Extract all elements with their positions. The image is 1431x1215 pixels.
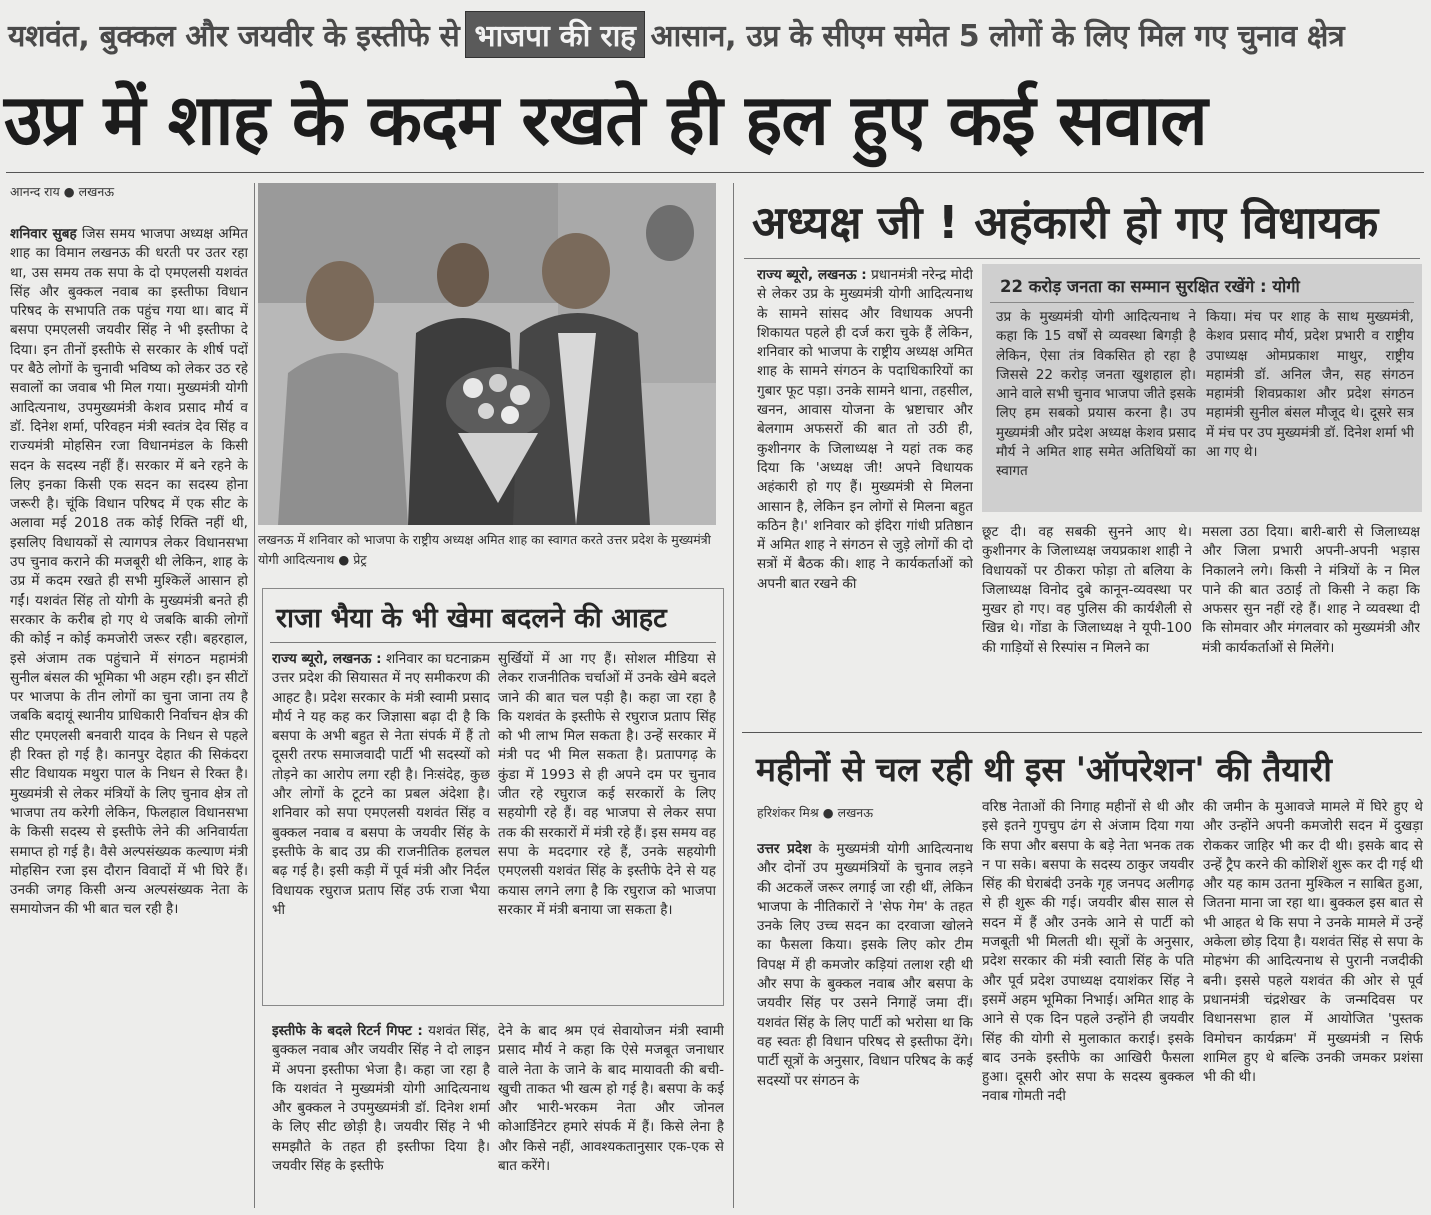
adhyaksh-story-col3: मसला उठा दिया। बारी-बारी से जिलाध्यक्ष और जिला प्रभारी अपनी-अपनी भड़ास निकालने लगे। किसी ने मंत्रियों के न मिल पाने की बात उठाई तो किसी ने कहा कि अफसर सुन नहीं रहे हैं। शाह ने व्यवस्था दी कि सोमवार और मंगलवार को मुख्यमंत्री और मंत्री कार्यकर्ताओं से मिलेंगे।	[1202, 524, 1420, 656]
operation-story-col1	[757, 840, 973, 1208]
return-gift-col2: देने के बाद श्रम एवं सेवायोजन मंत्री स्वामी प्रसाद मौर्य ने कहा कि ऐसे मजबूत जनाधार वाले नेता के जाने के बाद मायावती की बची-खुची ताकत भी खत्म हो गई है। बसपा के कई और भारी-भरकम नेता और जोनल कोआर्डिनेटर हमारे संपर्क में हैं। किसे लेना है और किसे नहीं, आवश्यकतानुसार एक-एक से बात करेंगे।	[498, 1023, 724, 1175]
yogi-box-col2: किया। मंच पर शाह के साथ मुख्यमंत्री, केशव प्रसाद मौर्य, प्रदेश प्रभारी व राष्ट्रीय उपाध्यक्ष ओमप्रकाश माथुर, राष्ट्रीय महामंत्री डॉ. अनिल जैन, सह संगठन महामंत्री शिवप्रकाश और प्रदेश संगठन महामंत्री सुनील बंसल मौजूद थे। दूसरे सत्र में मंच पर उप मुख्यमंत्री डॉ. दिनेश शर्मा भी आ गए थे।	[1206, 309, 1414, 461]
news-photo	[258, 183, 716, 525]
raja-title-rule	[270, 642, 716, 643]
main-byline: आनन्द राय ● लखनऊ	[10, 184, 115, 199]
operation-story-col2: वरिष्ठ नेताओं की निगाह महीनों से थी और इसे इतने गुपचुप ढंग से अंजाम दिया गया कि सपा और बसपा के बड़े नेता भनक तक न पा सके। बसपा के सदस्य ठाकुर जयवीर सिंह की घेराबंदी उनके गृह जनपद अलीगढ़ से ही शुरू की गई। जयवीर बीस साल से सदन में हैं और उनके आने से पार्टी को मजबूती भी मिलती थी। सूत्रों के अनुसार, प्रदेश सरकार की मंत्री स्वाती सिंह के पति और पूर्व प्रदेश उपाध्यक्ष दयाशंकर सिंह ने इसमें अहम भूमिका निभाई। अमित शाह के आने से एक दिन पहले उन्होंने ही जयवीर सिंह की योगी से मुलाकात कराई। इसके बाद उनके इस्तीफे का आखिरी फैसला हुआ। दूसरी ओर सपा के सदस्य बुक्कल नवाब गोमती नदी	[982, 799, 1194, 1105]
return-gift-text-1: यशवंत सिंह, बुक्कल नवाब और जयवीर सिंह ने दो लाइन में अपना इस्तीफा भेजा है। कहा जा रहा है कि यशवंत ने मुख्यमंत्री योगी आदित्यनाथ और बुक्कल ने उपमुख्यमंत्री डॉ. दिनेश शर्मा के लिए सीट छोड़ी है। जयवीर सिंह ने भी समझौते के तहत ही इस्तीफा दिया है। जयवीर सिंह के इस्तीफे	[272, 1023, 490, 1175]
operation-story-col3: की जमीन के मुआवजे मामले में घिरे हुए थे और उन्होंने अपनी कमजोरी सदन में दुखड़ा रोककर जाहिर भी कर दी थी। इसके बाद से उन्हें ट्रैप करने की कोशिशें शुरू कर दी गई थी और यह काम उतना मुश्किल न साबित हुआ, जितना माना जा रहा था। बुक्कल इस बात से भी आहत थे कि सपा ने उनके मामले में उन्हें अकेला छोड़ दिया है। यशवंत सिंह से सपा के मोहभंग की आदित्यनाथ से पुरानी नजदीकी बनी। इससे पहले यशवंत की ओर से पूर्व प्रधानमंत्री चंद्रशेखर के जन्मदिवस पर विधानसभा हाल में आयोजित 'पुस्तक विमोचन कार्यक्रम' में मुख्यमंत्री न सिर्फ शामिल हुए थे बल्कि उनकी जमकर प्रशंसा भी की थी।	[1203, 799, 1423, 1086]
adhyaksh-story-col2: छूट दी। वह सबकी सुनने आए थे। कुशीनगर के जिलाध्यक्ष जयप्रकाश शाही ने विधायकों पर ठीकरा फोड़ा तो बलिया के जिलाध्यक्ष विनोद दुबे कानून-व्यवस्था पर मुखर हो गए। वह पुलिस की कार्यशैली से खिन्न थे। गोंडा के जिलाध्यक्ष ने यूपी-100 की गाड़ियों से रिस्पांस न मिलने का	[982, 524, 1192, 656]
kicker-part-2: आसान, उप्र के सीएम समेत 5 लोगों के लिए मिल गए चुनाव क्षेत्र	[650, 18, 1345, 54]
kicker-line	[8, 4, 1423, 64]
main-story-lead: शनिवार सुबह	[10, 226, 77, 242]
return-gift-col1	[272, 1022, 490, 1208]
raja-story-text-1: शनिवार का घटनाक्रम उत्तर प्रदेश की सियासत में नए समीकरण की आहट है। प्रदेश सरकार के मंत्री स्वामी प्रसाद मौर्य ने यह कह कर जिज्ञासा बढ़ा दी है कि बसपा के अभी बहुत से नेता संपर्क में हैं तो दूसरी तरफ समाजवादी पार्टी भी सदस्यों को तोड़ने का आरोप लगा रही है। निःसंदेह, कुछ और लोगों के टूटने का प्रबल अंदेशा है। शनिवार को सपा एमएलसी यशवंत सिंह व बुक्कल नवाब व बसपा के जयवीर सिंह के इस्तीफे के बाद उप्र की राजनीतिक हलचल बढ़ गई है। इसी कड़ी में पूर्व मंत्री और निर्दल विधायक रघुराज प्रताप सिंह उर्फ राजा भैया भी	[272, 651, 490, 918]
column-divider	[254, 183, 255, 1208]
adhyaksh-story-lead: राज्य ब्यूरो, लखनऊ :	[757, 267, 867, 283]
main-story-column	[10, 225, 248, 1205]
operation-byline: हरिशंकर मिश्र ● लखनऊ	[757, 805, 874, 820]
yogi-box-col1: उप्र के मुख्यमंत्री योगी आदित्यनाथ ने कहा कि 15 वर्षों से व्यवस्था बिगड़ी है लेकिन, ऐसा तंत्र विकसित हो रहा है जिससे 22 करोड़ जनता खुशहाल हो। आने वाले सभी चुनाव भाजपा जीते इसके लिए हम सबको प्रयास करना है। उप मुख्यमंत्री और प्रदेश अध्यक्ष केशव प्रसाद मौर्य ने अमित शाह समेत अतिथियों का स्वागत	[996, 309, 1196, 480]
operation-story-lead: उत्तर प्रदेश	[757, 841, 812, 857]
main-headline: उप्र में शाह के कदम रखते ही हल हुए कई सवाल	[4, 79, 1207, 161]
column-divider-2	[733, 183, 734, 1208]
adhyaksh-title-rule	[744, 258, 1420, 259]
raja-story-col1	[272, 650, 490, 1000]
adhyaksh-story-text-1: प्रधानमंत्री नरेन्द्र मोदी से लेकर उप्र के मुख्यमंत्री योगी आदित्यनाथ के सामने सांसद और विधायक अपनी शिकायत पहले ही दर्ज करा चुके हैं लेकिन, शनिवार को भाजपा के राष्ट्रीय अध्यक्ष अमित शाह के सामने संगठन के पदाधिकारियों का गुबार फूट पड़ा। उनके सामने थाना, तहसील, खनन, आवास योजना के भ्रष्टाचार और बेलगाम अफसरों की बात तो उठी ही, कुशीनगर के जिलाध्यक्ष ने यहां तक कह दिया कि 'अध्यक्ष जी! अपने विधायक अहंकारी हो गए हैं। मुख्यमंत्री से मिलना आसान है, लेकिन इन लोगों से मिलना बहुत कठिन है।' शनिवार को इंदिरा गांधी प्रतिष्ठान में अमित शाह ने संगठन से जुड़े लोगों की दो सत्रों में बैठक की। शाह ने कार्यकर्ताओं को अपनी बात रखने की	[757, 267, 973, 592]
kicker-tag: भाजपा की राह	[465, 11, 644, 58]
raja-story-col2: सुर्खियों में आ गए हैं। सोशल मीडिया से लेकर राजनीतिक चर्चाओं में उनके खेमे बदले जाने की बात चल पड़ी है। कहा जा रहा है कि यशवंत के इस्तीफे से रघुराज प्रताप सिंह को भी लाभ मिल सकता है। उन्हें सरकार में मंत्री पद भी मिल सकता है। प्रतापगढ़ के कुंडा में 1993 से ही अपने दम पर चुनाव जीत रहे रघुराज कई सरकारों के लिए सहयोगी रहे हैं। वह भाजपा से लेकर सपा तक की सरकारों में मंत्री रहे हैं। इस समय वह सपा के मददगार रहे हैं, उनके सहयोगी एमएलसी यशवंत सिंह के इस्तीफे देने से यह कयास लगने लगा है कि रघुराज को भाजपा सरकार में मंत्री बनाया जा सकता है।	[498, 651, 716, 918]
photo-caption: लखनऊ में शनिवार को भाजपा के राष्ट्रीय अध्यक्ष अमित शाह का स्वागत करते उत्तर प्रदेश के मुख्यमंत्री योगी आदित्यनाथ ● प्रेट्र	[258, 532, 711, 567]
yogi-box-rule	[990, 302, 1414, 303]
adhyaksh-story-col1	[757, 266, 973, 716]
return-gift-lead: इस्तीफे के बदले रिटर्न गिफ्ट :	[272, 1023, 423, 1039]
yogi-box-title: 22 करोड़ जनता का सम्मान सुरक्षित रखेंगे : योगी	[1000, 277, 1300, 296]
raja-story-lead: राज्य ब्यूरो, लखनऊ :	[272, 651, 382, 667]
adhyaksh-story-title: अध्यक्ष जी ! अहंकारी हो गए विधायक	[752, 196, 1379, 249]
operation-top-rule	[742, 732, 1422, 733]
raja-story-title: राजा भैया के भी खेमा बदलने की आहट	[276, 603, 667, 634]
operation-story-title: महीनों से चल रही थी इस 'ऑपरेशन' की तैयारी	[756, 750, 1332, 789]
headline-divider	[6, 172, 1424, 173]
main-story-text: जिस समय भाजपा अध्यक्ष अमित शाह का विमान लखनऊ की धरती पर उतर रहा था, उस समय तक सपा के दो एमएलसी यशवंत सिंह और बुक्कल नवाब का इस्तीफा विधान परिषद के सभापति तक पहुंच गया था। बाद में बसपा एमएलसी जयवीर सिंह ने भी इस्तीफा दे दिया। इन तीनों इस्तीफे से सरकार के शीर्ष पदों पर बैठे लोगों के चुनावी भविष्य को लेकर उठ रहे सवालों का जवाब भी मिल गया। मुख्यमंत्री योगी आदित्यनाथ, उपमुख्यमंत्री केशव प्रसाद मौर्य व डॉ. दिनेश शर्मा, परिवहन मंत्री स्वतंत्र देव सिंह व राज्यमंत्री मोहसिन रजा विधानमंडल के किसी सदन के सदस्य नहीं हैं। सरकार में बने रहने के लिए इनका किसी एक सदन का सदस्य होना जरूरी है। चूंकि विधान परिषद में एक सीट के अलावा मई 2018 तक कोई रिक्ति नहीं थी, इसलिए विधायकों से त्यागपत्र लेकर विधानसभा उप चुनाव कराने की मजबूरी थी लेकिन, शाह के उप्र में कदम रखते ही सभी मुश्किलें आसान हो गईं। यशवंत सिंह तो योगी के मुख्यमंत्री बनते ही सरकार के करीब हो गए थे जबकि बाकी लोगों की कोई न कोई कमजोरी जरूर रही। बहरहाल, इसे अंजाम तक पहुंचाने में संगठन महामंत्री सुनील बंसल की भूमिका भी अहम रही। इन सीटों पर भाजपा के तीन लोगों का चुना जाना तय है जबकि बदायूं स्थानीय प्राधिकारी निर्वाचन क्षेत्र की सीट एमएलसी बनवारी यादव के निधन से पहले ही रिक्त हो गई है। कानपुर देहात की सिकंदरा सीट विधायक मथुरा पाल के निधन से रिक्त है। मुख्यमंत्री से लेकर मंत्रियों के लिए चुनाव क्षेत्र तो भाजपा तय करेगी लेकिन, फिलहाल विधानसभा के किसी सदस्य से इस्तीफे लेने की अनिवार्यता समाप्त हो गई है। वैसे अल्पसंख्यक कल्याण मंत्री मोहसिन रजा इस दौरान विवादों में भी घिरे हैं। उनकी जगह किसी अन्य अल्पसंख्यक नेता के समायोजन की भी बात चल रही है।	[10, 226, 248, 918]
photo-illustration	[258, 183, 716, 525]
kicker-part-1: यशवंत, बुक्कल और जयवीर के इस्तीफे से	[8, 18, 460, 54]
operation-story-text-1: के मुख्यमंत्री योगी आदित्यनाथ और दोनों उप मुख्यमंत्रियों के चुनाव लड़ने की अटकलें जरूर लगाई जा रही थीं, लेकिन भाजपा के नीतिकारों ने 'सेफ गेम' के तहत उनके लिए उच्च सदन का दरवाजा खोलने का फैसला किया। इसके लिए कोर टीम विपक्ष में ही कमजोर कड़ियां तलाश रही थी और सपा के बुक्कल नवाब और बसपा के जयवीर सिंह पर उसने निगाहें जमा दीं। यशवंत सिंह के लिए पार्टी को भरोसा था कि वह स्वतः ही विधान परिषद से इस्तीफा देंगे। पार्टी सूत्रों के अनुसार, विधान परिषद के कई सदस्यों पर संगठन के	[757, 841, 973, 1089]
